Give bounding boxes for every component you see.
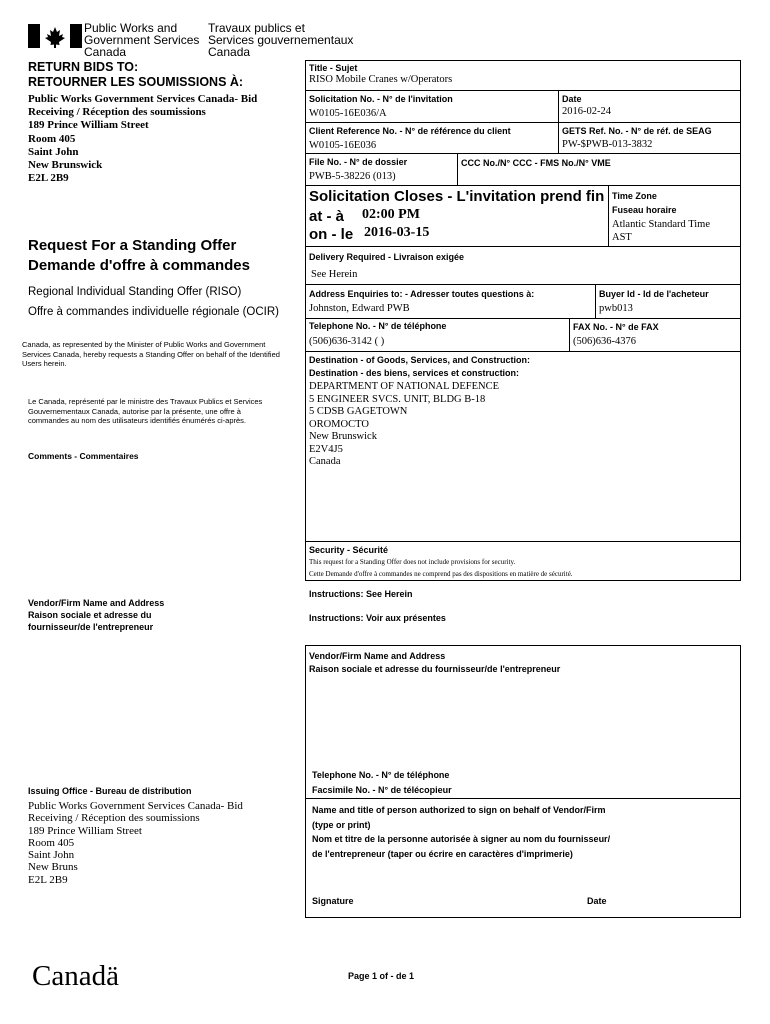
destination-label: Destination - of Goods, Services, and Construction: Destination - des biens, services et construction: <box>309 355 531 378</box>
solicitation-number-value: W0105-16E036/A <box>309 108 387 119</box>
vendor-telephone-label: Telephone No. - N° de téléphone <box>312 770 450 780</box>
canada-request-english: Canada, as represented by the Minister of Public Works and Government Services Canada, hereby requests a Standing Offer on behalf of the Identified Users herein. <box>22 340 280 368</box>
return-address: Public Works Government Services Canada- Bid Receiving / Réception des soumissions 189 Prince William Street Room 405 Saint John New Brunswick E2L 2B9 <box>28 93 258 185</box>
department-name-english: Public Works and Government Services Canada <box>84 21 200 59</box>
fax-value: (506)636-4376 <box>573 336 636 347</box>
buyer-id-value: pwb013 <box>599 303 633 314</box>
vendor-box-label: Vendor/Firm Name and Address Raison sociale et adresse du fournisseur/de l'entrepreneur <box>309 651 561 674</box>
address-enquiries-value: Johnston, Edward PWB <box>309 303 410 314</box>
page-number: Page 1 of - de 1 <box>348 971 415 981</box>
time-zone-value: Atlantic Standard Time AST <box>612 219 710 243</box>
file-number-value: PWB-5-38226 (013) <box>309 171 396 182</box>
signature-label: Signature <box>312 896 354 906</box>
delivery-required-label: Delivery Required - Livraison exigée <box>309 252 465 262</box>
canada-flag-icon <box>28 24 82 48</box>
return-bids-heading: RETURN BIDS TO: RETOURNER LES SOUMISSIONS À: <box>28 60 244 89</box>
solicitation-closes-label: Solicitation Closes - L'invitation prend fin <box>309 188 605 205</box>
issuing-office-address: Public Works Government Services Canada- Bid Receiving / Réception des soumissions 189 Prince William Street Room 405 Saint John New Bruns E2L 2B9 <box>28 800 243 886</box>
document-title: Request For a Standing Offer Demande d'offre à commandes <box>28 237 250 274</box>
security-text-french: Cette Demande d'offre à commandes ne comprend pas des dispositions en matière de sécurité. <box>309 570 573 578</box>
comments-label: Comments - Commentaires <box>28 451 139 461</box>
date-value: 2016-02-24 <box>562 106 611 117</box>
authorized-person-label: Name and title of person authorized to sign on behalf of Vendor/Firm (type or print) Nom et titre de la personne autorisée à signer au nom du fournisseur/ de l'entrepreneur (taper ou écrire en caractères d'imprimerie) <box>312 805 611 859</box>
client-reference-label: Client Reference No. - N° de référence du client <box>309 126 511 136</box>
security-text-english: This request for a Standing Offer does not include provisions for security. <box>309 558 516 566</box>
gets-reference-label: GETS Ref. No. - N° de réf. de SEAG <box>562 126 712 136</box>
date-label: Date <box>562 94 582 104</box>
fax-label: FAX No. - N° de FAX <box>573 322 659 332</box>
closes-at-label: at - à <box>309 208 345 225</box>
gets-reference-value: PW-$PWB-013-3832 <box>562 139 653 150</box>
department-name-french: Travaux publics et Services gouvernementaux Canada <box>208 21 354 59</box>
delivery-required-value: See Herein <box>311 269 358 280</box>
title-label: Title - Sujet <box>309 63 358 73</box>
closes-on-label: on - le <box>309 226 354 243</box>
signature-date-label: Date <box>587 896 607 906</box>
issuing-office-label: Issuing Office - Bureau de distribution <box>28 786 192 796</box>
closing-time: 02:00 PM <box>362 207 420 222</box>
vendor-facsimile-label: Facsimile No. - N° de télécopieur <box>312 785 452 795</box>
destination-address: DEPARTMENT OF NATIONAL DEFENCE 5 ENGINEER SVCS. UNIT, BLDG B-18 5 CDSB GAGETOWN OROMOCTO New Brunswick E2V4J5 Canada <box>309 381 500 467</box>
instructions-english: Instructions: See Herein <box>309 589 413 599</box>
title-value: RISO Mobile Cranes w/Operators <box>309 74 453 85</box>
file-number-label: File No. - N° de dossier <box>309 157 408 167</box>
solicitation-number-label: Solicitation No. - N° de l'invitation <box>309 94 453 104</box>
canada-request-french: Le Canada, représenté par le ministre des Travaux Publics et Services Gouvernementaux Canada, autorise par la présente, une offre à commandes au nom des utilisateurs identifiés énumérés ci-après. <box>28 397 263 425</box>
buyer-id-label: Buyer Id - Id de l'acheteur <box>599 289 709 299</box>
security-label: Security - Sécurité <box>309 545 389 555</box>
telephone-label: Telephone No. - N° de téléphone <box>309 321 447 331</box>
canada-wordmark-logo: Canadä <box>32 960 119 992</box>
address-enquiries-label: Address Enquiries to: - Adresser toutes questions à: <box>309 289 535 299</box>
telephone-value: (506)636-3142 ( ) <box>309 336 385 347</box>
ccc-number-label: CCC No./N° CCC - FMS No./N° VME <box>461 158 611 168</box>
riso-description: Regional Individual Standing Offer (RISO) Offre à commandes individuelle régionale (OCIR) <box>28 286 279 318</box>
time-zone-label: Time Zone Fuseau horaire <box>612 191 677 215</box>
client-reference-value: W0105-16E036 <box>309 140 377 151</box>
vendor-name-address-label: Vendor/Firm Name and Address Raison sociale et adresse du fournisseur/de l'entrepreneur <box>28 598 165 632</box>
vendor-info-box <box>305 645 741 918</box>
instructions-french: Instructions: Voir aux présentes <box>309 613 446 623</box>
closing-date: 2016-03-15 <box>364 225 430 240</box>
